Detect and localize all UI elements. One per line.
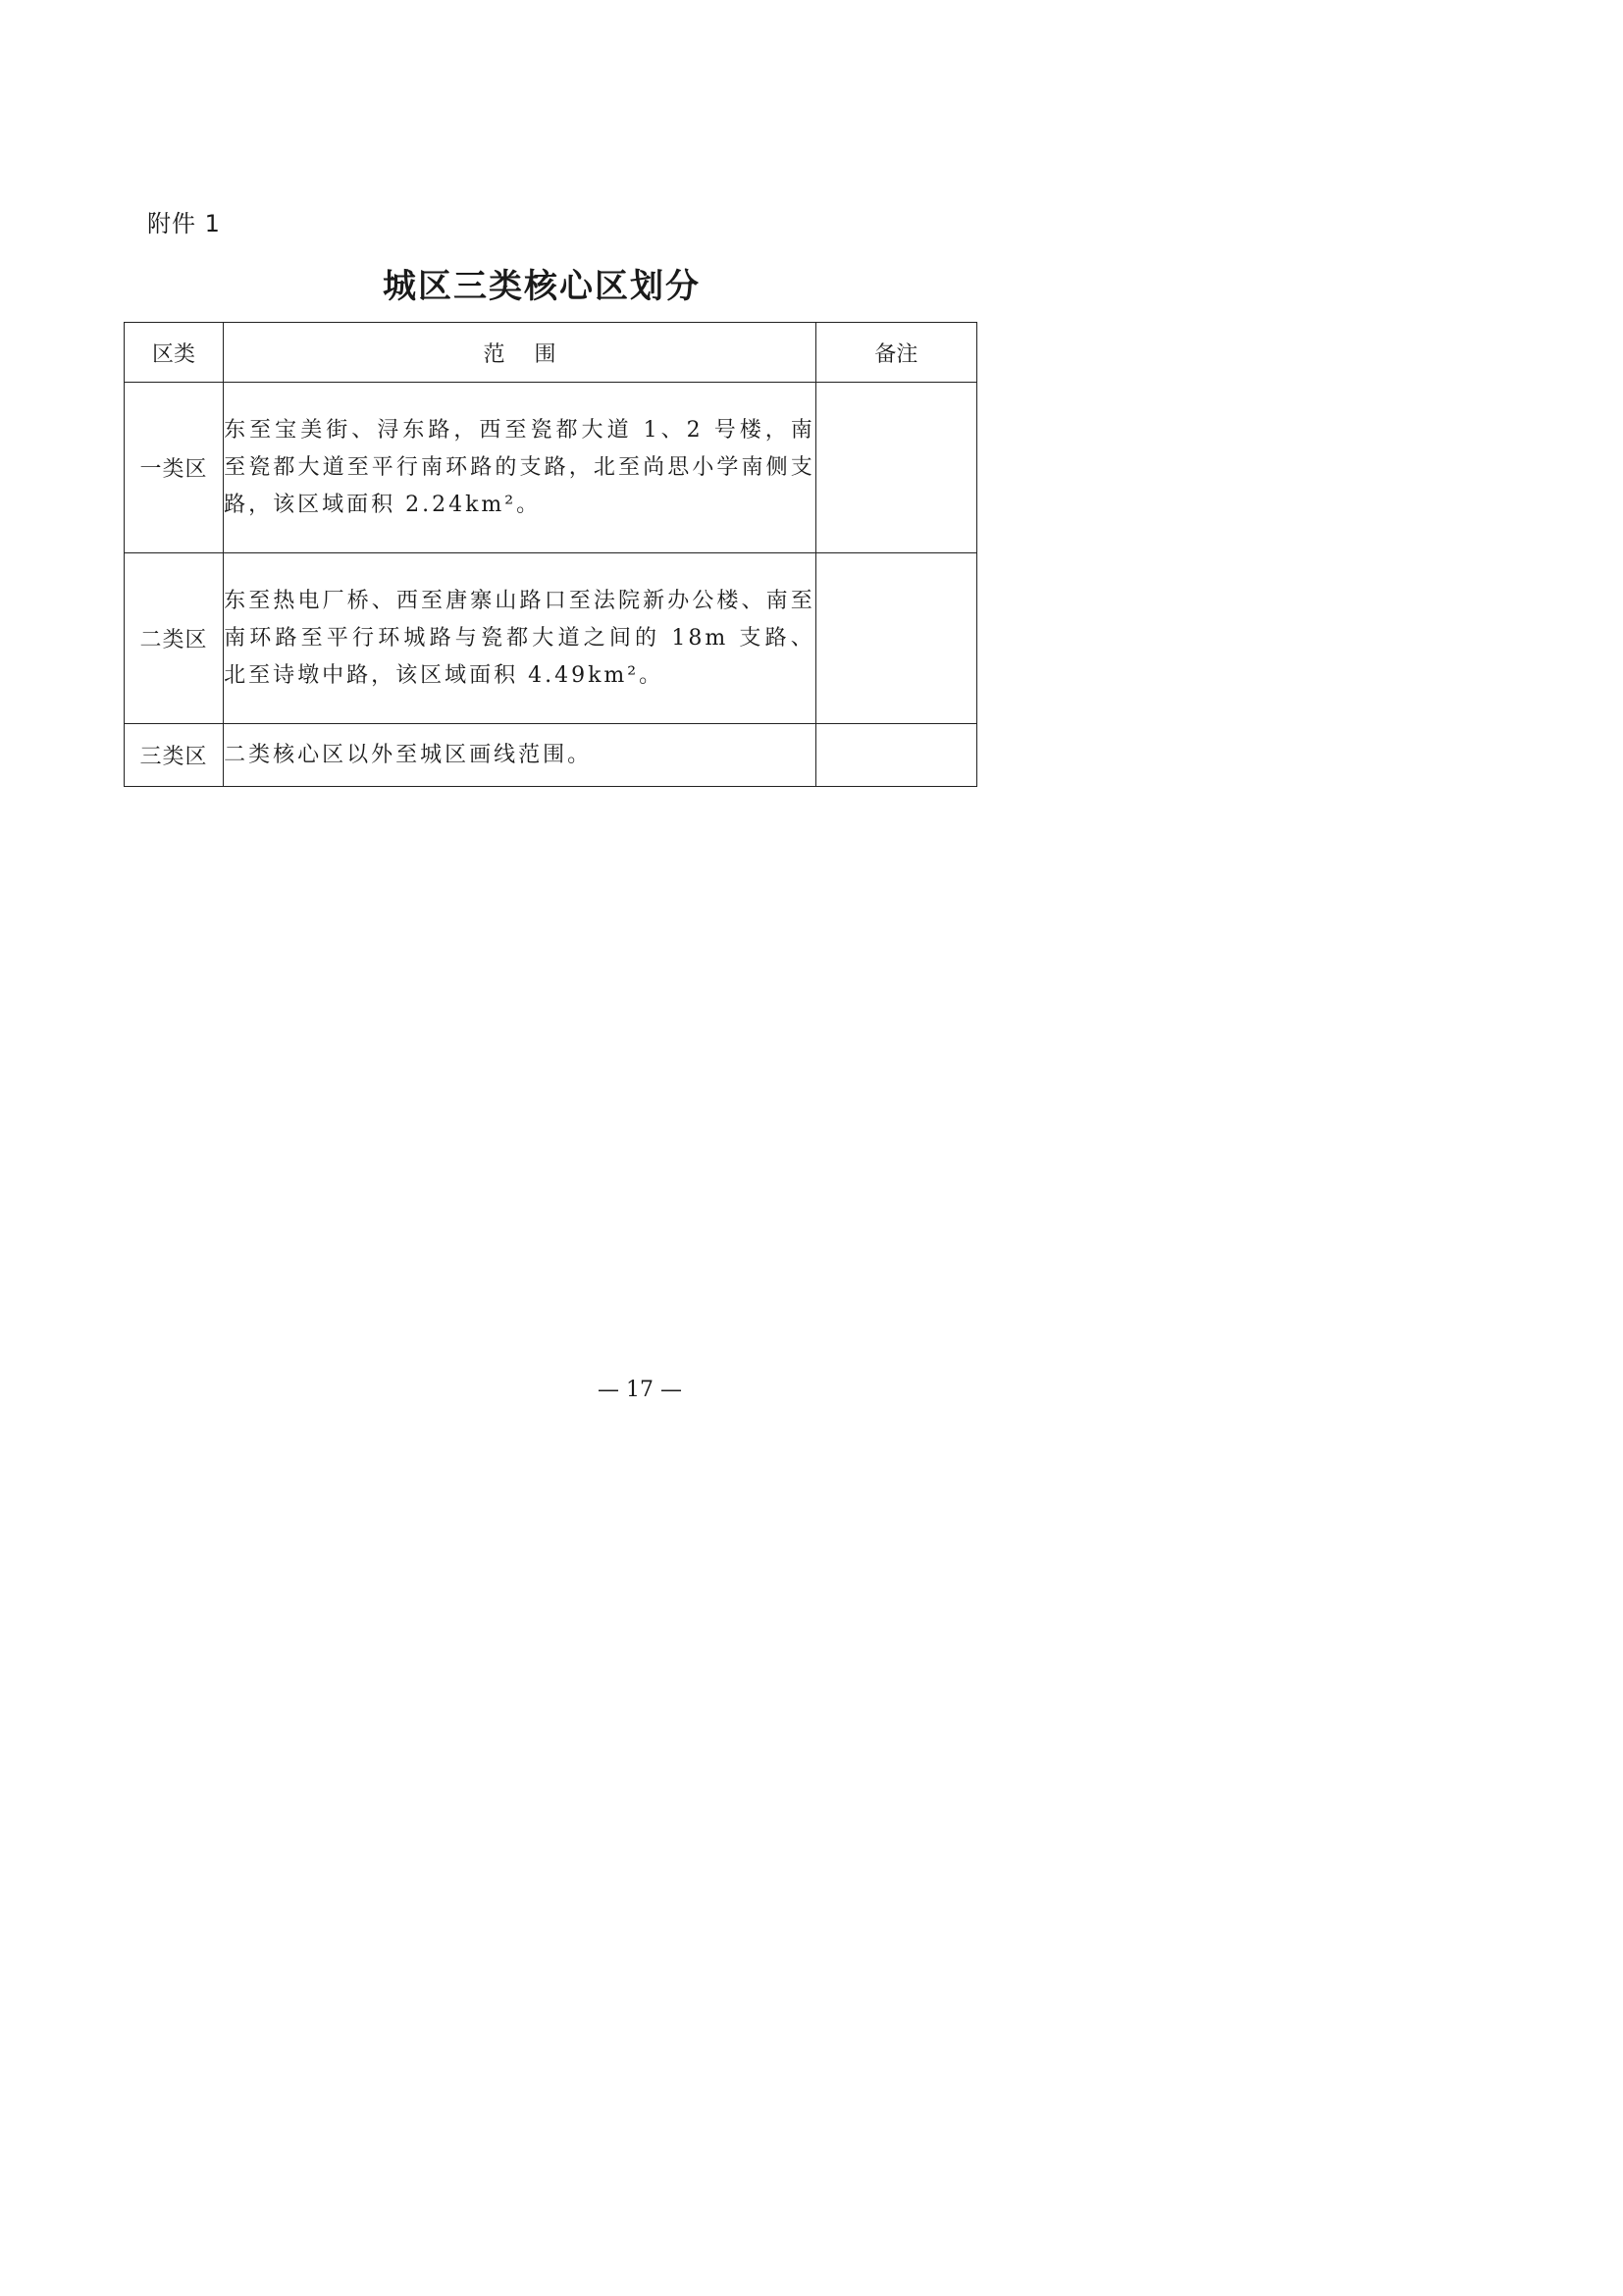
table-row — [125, 724, 977, 787]
zone-note-cell — [815, 383, 976, 553]
zone-range-cell: 东至宝美街、浔东路，西至瓷都大道 1、2 号楼，南至瓷都大道至平行南环路的支路，北至尚思小学南侧支路，该区域面积 2.24km²。 — [224, 383, 816, 553]
zone-division-table — [124, 322, 977, 787]
document-title: 城区三类核心区划分 — [383, 267, 701, 306]
zone-category-cell: 二类区 — [125, 553, 224, 724]
zone-category-cell: 三类区 — [125, 724, 224, 787]
attachment-label: 附件 1 — [147, 210, 221, 237]
page-number: — 17 — — [598, 1378, 682, 1402]
table-row — [125, 383, 977, 553]
table-row — [125, 553, 977, 724]
table-header-row — [125, 323, 977, 383]
header-note: 备注 — [815, 323, 976, 383]
header-category: 区类 — [125, 323, 224, 383]
zone-range-cell: 二类核心区以外至城区画线范围。 — [224, 724, 816, 787]
header-range-label: 范围 — [483, 341, 586, 367]
header-range — [224, 323, 816, 383]
zone-range-cell: 东至热电厂桥、西至唐寨山路口至法院新办公楼、南至南环路至平行环城路与瓷都大道之间的 18m 支路、北至诗墩中路，该区域面积 4.49km²。 — [224, 553, 816, 724]
zone-note-cell — [815, 724, 976, 787]
zone-note-cell — [815, 553, 976, 724]
zone-category-cell: 一类区 — [125, 383, 224, 553]
